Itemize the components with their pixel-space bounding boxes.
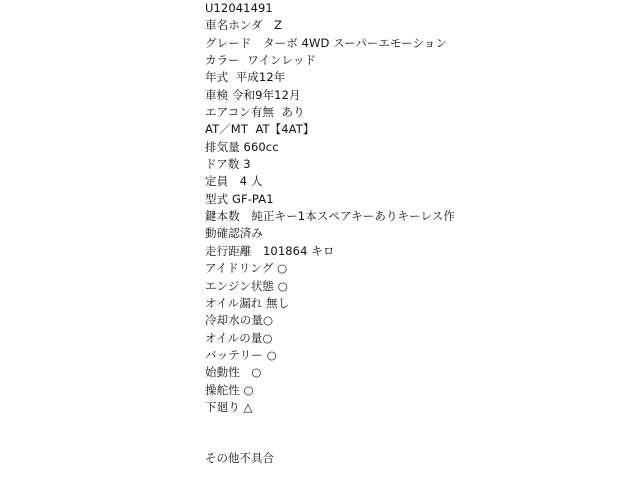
air-conditioner: エアコン有無 あり (205, 105, 305, 120)
door-count: ドア数 3 (205, 157, 251, 172)
displacement: 排気量 660cc (205, 139, 279, 154)
battery: バッテリー ○ (205, 347, 277, 362)
vehicle-name: 車名ホンダ Z (205, 18, 283, 33)
oil-leak: オイル漏れ 無し (205, 295, 290, 310)
grade: グレード ターボ 4WD スーパーエモーション (205, 35, 448, 50)
other-defects-heading: その他不具合 (205, 451, 274, 465)
color: カラー ワインレッド (205, 53, 317, 68)
model-code: 型式 GF-PA1 (205, 191, 274, 206)
vehicle-spec-list (205, 0, 455, 416)
mileage: 走行距離 101864 キロ (205, 243, 335, 258)
model-year: 年式 平成12年 (205, 70, 286, 85)
steering: 操舵性 ○ (205, 382, 254, 397)
idling: アイドリング ○ (205, 261, 288, 276)
engine-condition: エンジン状態 ○ (205, 278, 288, 293)
key-count: 鍵本数 純正キー1本スペアキーありキーレス作 (205, 209, 455, 224)
undercarriage: 下廻り △ (205, 399, 253, 414)
seating-capacity: 定員 4 人 (205, 174, 263, 189)
transmission: AT／MT AT【4AT】 (205, 122, 315, 137)
inspection-date: 車検 令和9年12月 (205, 87, 301, 102)
oil-level: オイルの量○ (205, 330, 273, 345)
coolant-level: 冷却水の量○ (205, 313, 274, 328)
starting: 始動性 ○ (205, 365, 262, 380)
stock-number: U12041491 (205, 1, 273, 15)
key-count-continued: 動確認済み (205, 226, 263, 241)
